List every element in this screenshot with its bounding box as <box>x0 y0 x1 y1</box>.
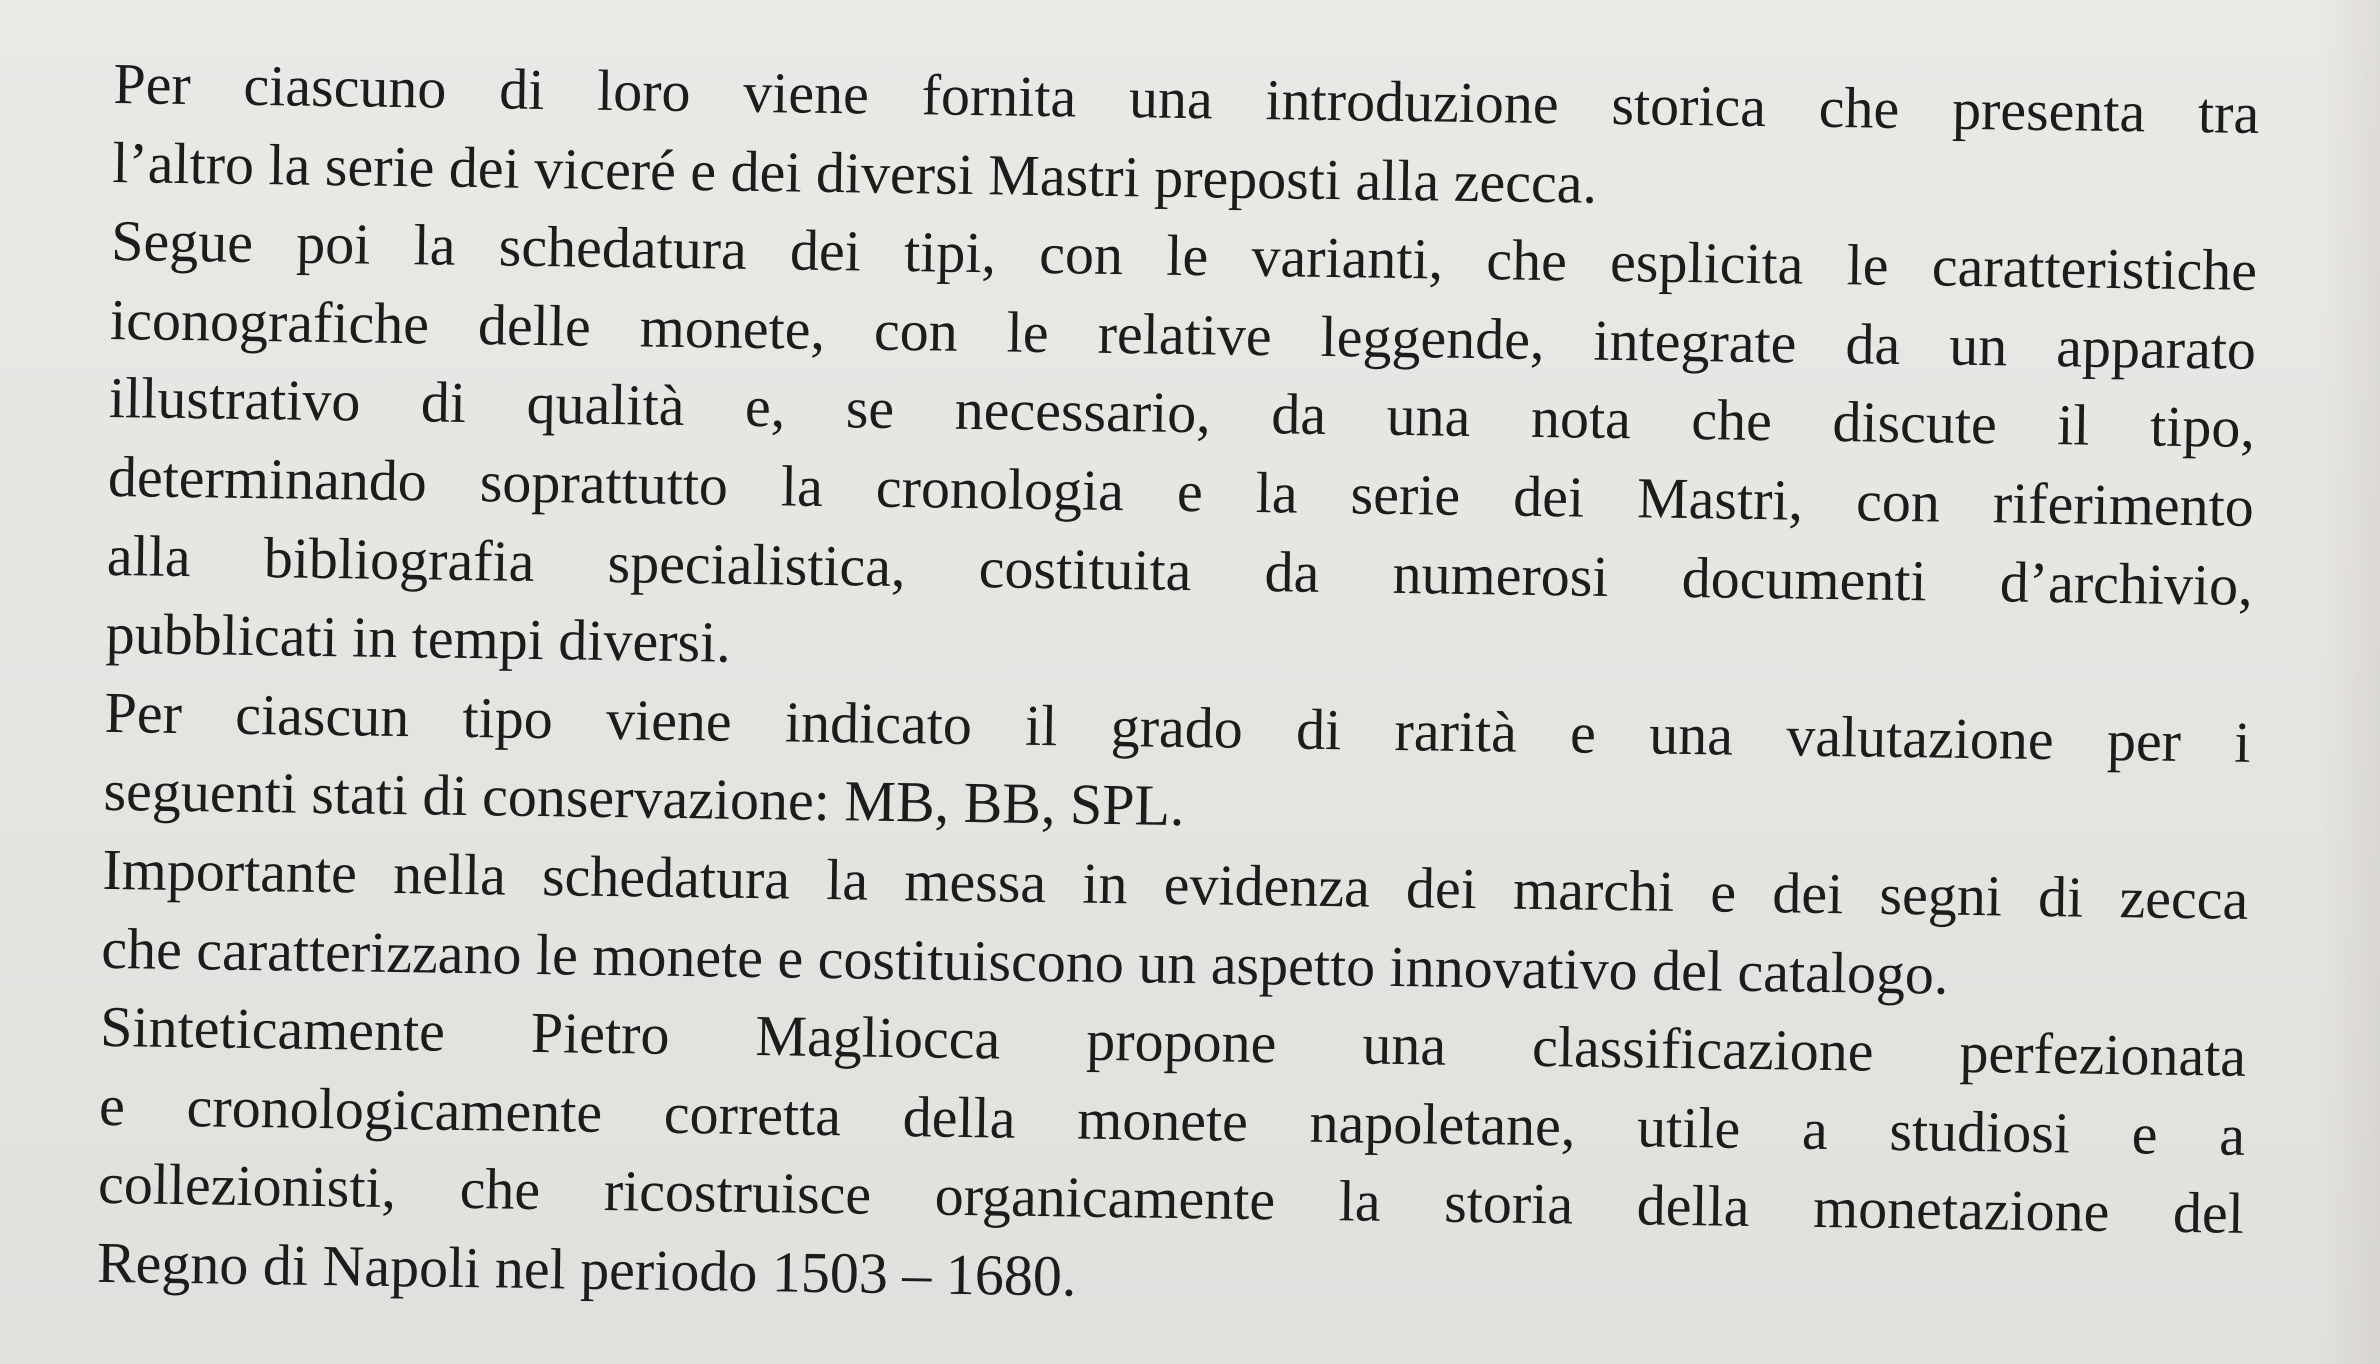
text-line: seguenti stati di conservazione: MB, BB, SPL. <box>103 758 1185 839</box>
text-line: che caratterizzano le monete e costituiscono un aspetto innovativo del catalogo. <box>100 915 1949 1007</box>
text-line: Per ciascun tipo viene indicato il grado di rarità e una valutazione per i <box>104 679 2251 775</box>
text-line: Segue poi la schedatura dei tipi, con le varianti, che esplicita le caratteristiche <box>110 208 2258 304</box>
text-line: alla bibliografia specialistica, costituita da numerosi documenti d’archivio, <box>106 522 2254 618</box>
text-line: Sinteticamente Pietro Magliocca propone una classificazione perfezionata <box>99 994 2247 1089</box>
text-line: pubblicati in tempi diversi. <box>105 601 732 675</box>
text-line: l’altro la serie dei viceré e dei diversi Mastri preposti alla zecca. <box>111 129 1598 216</box>
paragraph-1 <box>112 45 2260 232</box>
paragraph-5 <box>96 988 2246 1332</box>
paragraph-4 <box>101 831 2249 1018</box>
text-line: Importante nella schedatura la messa in evidenza dei marchi e dei segni di zecca <box>102 836 2249 932</box>
page-edge-shadow <box>2320 0 2380 1364</box>
text-line: determinando soprattutto la cronologia e la serie dei Mastri, con riferimento <box>107 443 2255 539</box>
body-text <box>96 45 2259 1332</box>
text-line: collezionisti, che ricostruisce organicamente la storia della monetazione del <box>97 1151 2245 1247</box>
text-line: Regno di Napoli nel periodo 1503 – 1680. <box>96 1229 1077 1309</box>
text-line: e cronologicamente corretta della monete napoletane, utile a studiosi e a <box>98 1072 2246 1168</box>
paragraph-2 <box>105 202 2257 703</box>
text-line: Per ciascuno di loro viene fornita una introduzione storica che presenta tra <box>113 50 2260 146</box>
text-line: illustrativo di qualità e, se necessario, da una nota che discute il tipo, <box>108 365 2256 461</box>
paragraph-3 <box>103 674 2251 861</box>
text-line: iconografiche delle monete, con le relative leggende, integrate da un apparato <box>109 286 2257 382</box>
